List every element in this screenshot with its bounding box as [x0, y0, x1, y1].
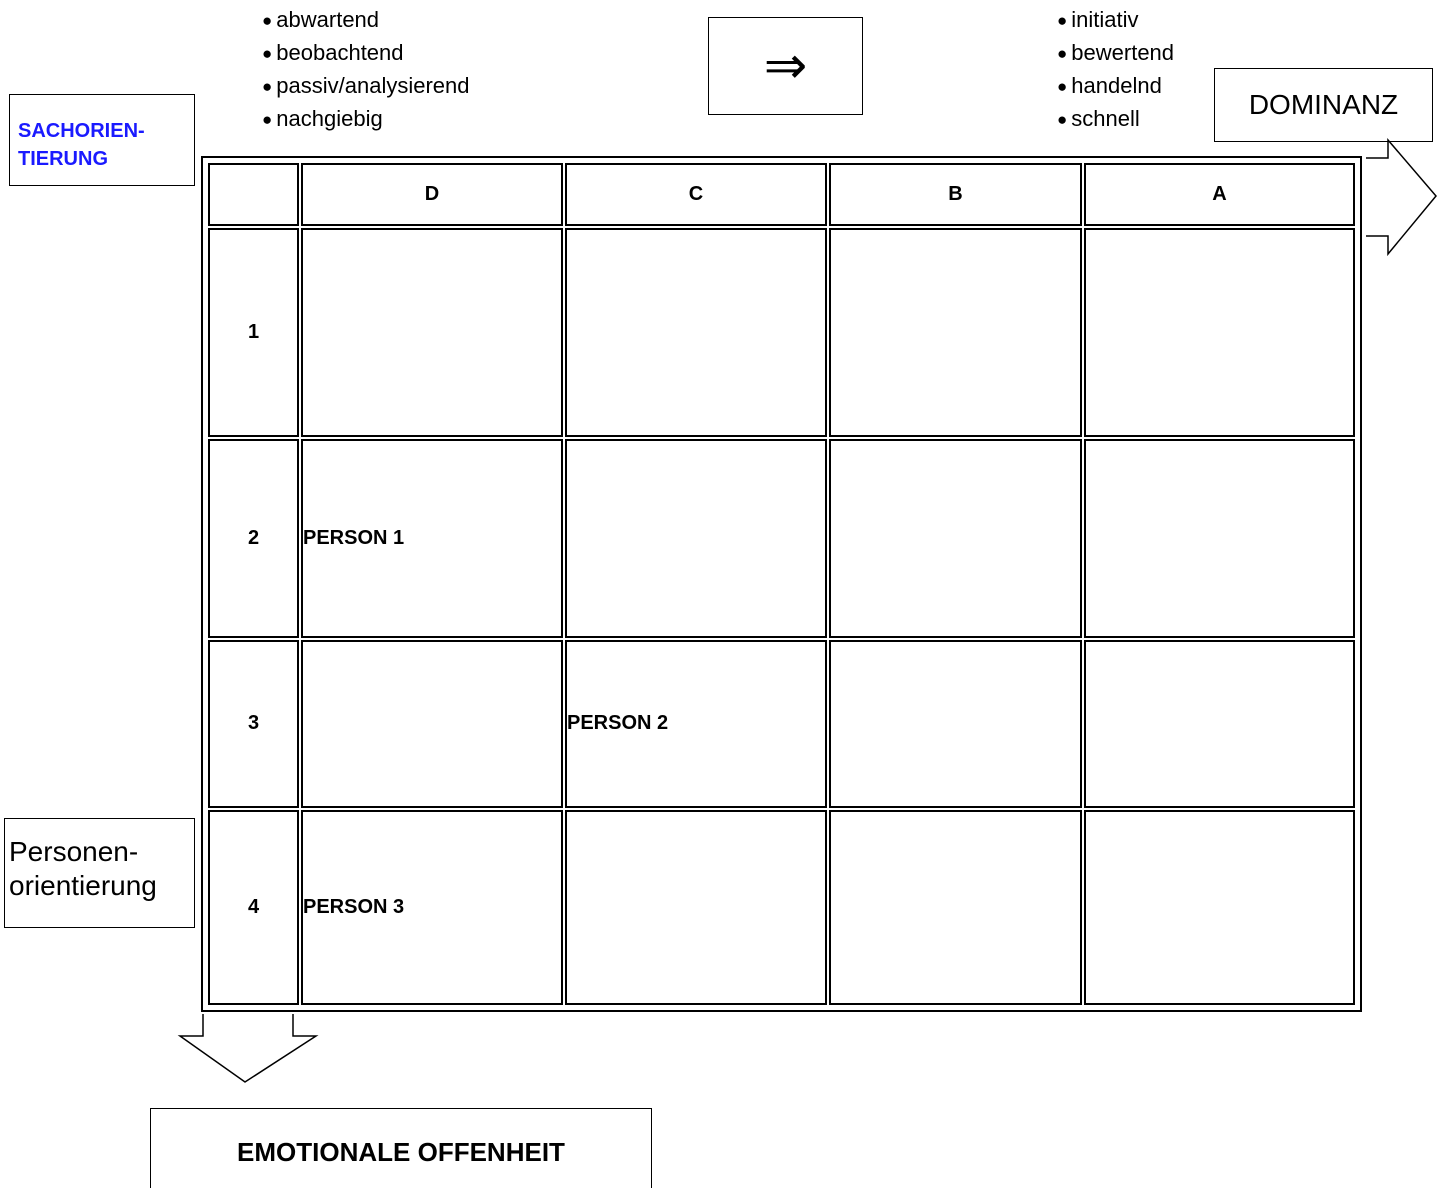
trait-item: ● bewertend: [1057, 37, 1174, 70]
trait-item: ● schnell: [1057, 103, 1174, 136]
matrix-cell-person: PERSON 1: [301, 439, 563, 637]
column-header: C: [565, 163, 827, 226]
column-header: B: [829, 163, 1082, 226]
matrix-cell: [301, 228, 563, 438]
down-arrow-icon: [176, 1012, 322, 1088]
personenorientierung-box: [4, 818, 195, 928]
matrix-frame: [201, 156, 1362, 1012]
emotionale-offenheit-box: [150, 1108, 652, 1188]
matrix-cell: [565, 439, 827, 637]
dominanz-box: [1214, 68, 1433, 142]
table-row: [208, 810, 1355, 1005]
sachorientierung-box: [9, 94, 195, 186]
trait-item: ● nachgiebig: [262, 103, 470, 136]
row-label: 3: [208, 640, 299, 808]
table-row: [208, 228, 1355, 438]
double-arrow-icon: ⇒: [763, 37, 808, 95]
matrix-cell-person: PERSON 3: [301, 810, 563, 1005]
row-label: 1: [208, 228, 299, 438]
dominanz-label: DOMINANZ: [1248, 89, 1399, 120]
table-row: [208, 640, 1355, 808]
matrix-cell: [1084, 439, 1355, 637]
left-traits-list: [262, 4, 470, 136]
sachorientierung-line-2: TIERUNG: [18, 148, 108, 170]
personenorientierung-line-1: Personen-: [9, 836, 139, 867]
matrix-cell: [565, 810, 827, 1005]
personenorientierung-line-2: orientierung: [9, 870, 157, 901]
matrix-table: [206, 161, 1357, 1007]
row-label: 2: [208, 439, 299, 637]
matrix-cell-person: PERSON 2: [565, 640, 827, 808]
column-header: A: [1084, 163, 1355, 226]
emotionale-offenheit-label: EMOTIONALE OFFENHEIT: [237, 1137, 565, 1167]
right-traits-list: [1057, 4, 1174, 136]
trait-item: ● beobachtend: [262, 37, 470, 70]
matrix-cell: [1084, 640, 1355, 808]
matrix-cell: [829, 228, 1082, 438]
trait-item: ● abwartend: [262, 4, 470, 37]
matrix-cell: [565, 228, 827, 438]
corner-cell: [208, 163, 299, 226]
column-header: D: [301, 163, 563, 226]
matrix-cell: [829, 640, 1082, 808]
row-label: 4: [208, 810, 299, 1005]
right-arrow-icon: [1360, 138, 1440, 258]
trait-item: ● passiv/analysierend: [262, 70, 470, 103]
matrix-cell: [1084, 228, 1355, 438]
matrix-cell: [829, 439, 1082, 637]
sachorientierung-line-1: SACHORIEN-: [18, 120, 145, 142]
matrix-cell: [301, 640, 563, 808]
header-row: [208, 163, 1355, 226]
trait-item: ● handelnd: [1057, 70, 1174, 103]
table-row: [208, 439, 1355, 637]
matrix-cell: [829, 810, 1082, 1005]
direction-arrow-box: [708, 17, 863, 115]
trait-item: ● initiativ: [1057, 4, 1174, 37]
matrix-cell: [1084, 810, 1355, 1005]
